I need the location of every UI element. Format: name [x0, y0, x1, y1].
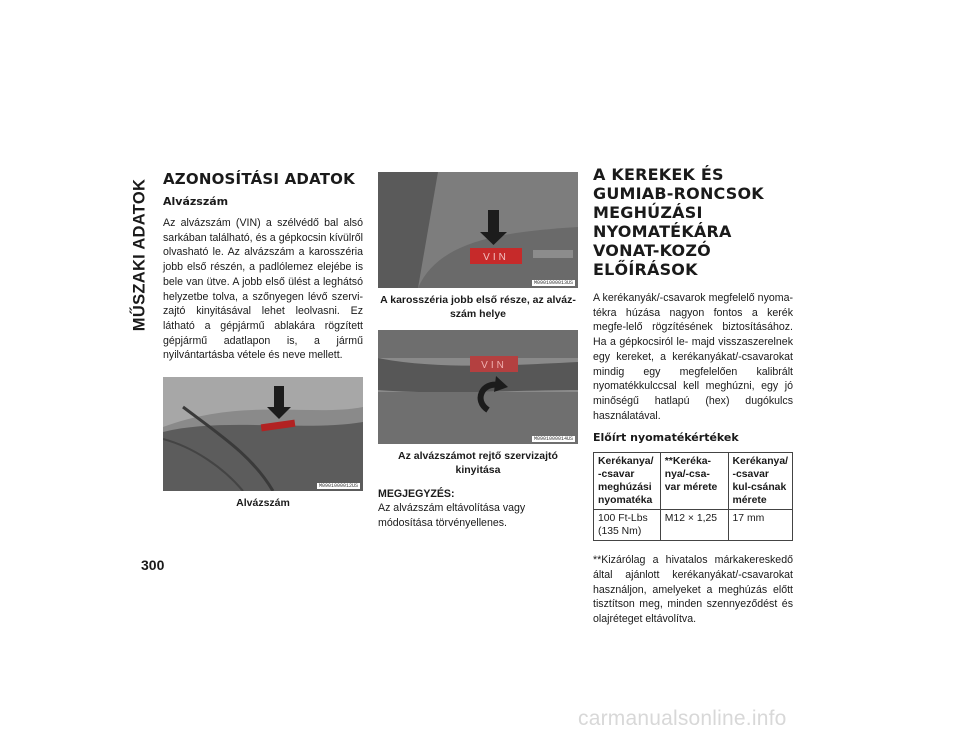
body-vin-illustration [378, 172, 578, 288]
note-block [378, 488, 578, 530]
figure-code: M0901000012US [318, 483, 358, 490]
subheading-vin: Alvázszám [163, 195, 229, 208]
side-tab-label: MŰSZAKI ADATOK [130, 178, 149, 331]
figure-code: M0901000014US [533, 436, 573, 442]
table-header-cell: Kerékanya/ -csavar meghúzási nyomatéka [594, 453, 661, 510]
body-vin-figure [378, 172, 578, 288]
service-door-figure [378, 330, 578, 444]
torque-table [593, 452, 793, 541]
figure-caption-body-vin: A karosszéria jobb első része, az alváz-szám helye [380, 294, 576, 320]
table-row [594, 510, 793, 541]
table-cell: M12 × 1,25 [660, 510, 728, 541]
figure-caption-service-door: Az alvázszámot rejtő szervizajtó kinyitása [398, 450, 558, 476]
windshield-illustration [163, 377, 363, 491]
vin-label-text: VIN [483, 252, 509, 263]
page-number: 300 [141, 557, 165, 573]
table-header-cell: **Keréka-nya/-csa-var mérete [660, 453, 728, 510]
section-heading-torque: A KEREKEK ÉS GUMIAB-RONCSOK MEGHÚZÁSI NYOMATÉKÁRA VONAT-KOZÓ ELŐÍRÁSOK [593, 165, 764, 279]
figure-code: M0901000013US [533, 280, 573, 286]
note-title: MEGJEGYZÉS: [378, 488, 455, 500]
vin-paragraph: Az alvázszám (VIN) a szélvédő bal alsó sarkában található, és a gépkocsin kívülről olvasható le. Az alvázszám a karosszéria jobb első részén, a padlólemez elejébe is bele van ütve. A jobb első ülést a leghátsó helyzetbe tolva, a szőnyegen lévő szervi-zajtó kinyitásával lehet leolvasni. Ez látható a gépjármű ablakára rögzített gépjármű adatlapon is, a jármű nyilvántartásba vétele és neve mellett. [163, 217, 363, 362]
table-footnote: **Kizárólag a hivatalos márkakereskedő által ajánlott kerékanyákat/-csavarokat használjon, amelyeket a meghúzás előtt tisztítson meg, minden szennyeződést és olajréteget eltávolítva. [593, 554, 793, 626]
side-section-tab [127, 172, 153, 337]
column-torque [593, 165, 793, 627]
figure-caption-vin: Alvázszám [236, 497, 290, 510]
subheading-torque-values: Előírt nyomatékértékek [593, 431, 739, 445]
table-cell: 100 Ft-Lbs (135 Nm) [594, 510, 661, 541]
vin-label-text: VIN [481, 360, 507, 371]
table-header-row [594, 453, 793, 510]
column-figures [378, 172, 578, 530]
table-cell: 17 mm [728, 510, 792, 541]
section-heading-identification: AZONOSÍTÁSI ADATOK [163, 170, 355, 188]
column-identification [163, 170, 363, 511]
service-door-illustration [378, 330, 578, 444]
table-header-cell: Kerékanya/ -csavar kul-csának mérete [728, 453, 792, 510]
torque-paragraph: A kerékanyák/-csavarok megfelelő nyoma-tékra húzása nagyon fontos a kerék megfe-lelő rögzítésének biztosításához. Ha a gépkocsiról le- majd visszaszerelnek egy kereket, a kerékanyákat/-csavarokat mindig egy megfelelően kalibrált nyomatékkulccsal kell meghúzni, egy jó minőségű hatlapú (hex) dugókulcs használatával. [593, 292, 793, 422]
windshield-vin-figure [163, 377, 363, 491]
note-text: Az alvázszám eltávolítása vagy módosítása törvényellenes. [378, 502, 526, 529]
watermark-text: carmanualsonline.info [578, 707, 787, 730]
